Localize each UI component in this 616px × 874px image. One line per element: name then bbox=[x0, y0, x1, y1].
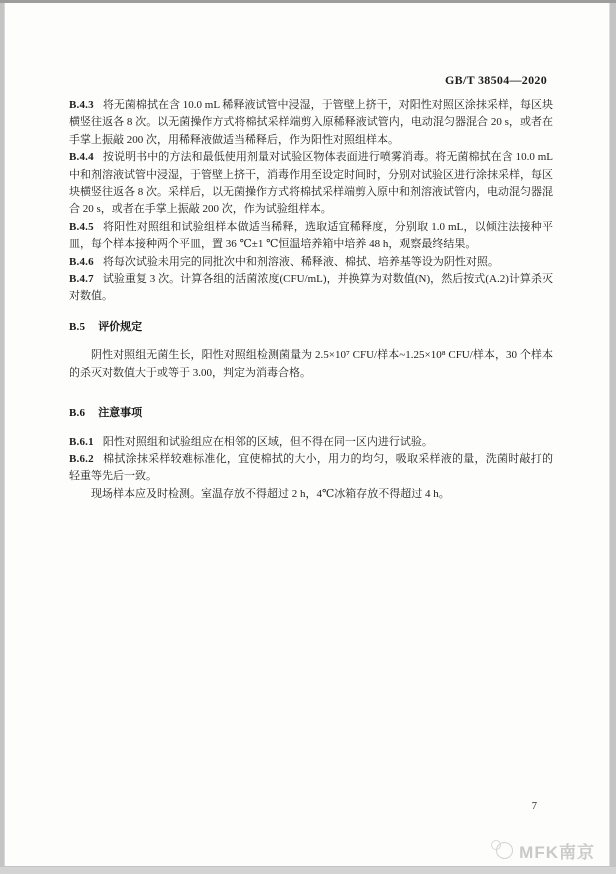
clause-number: B.4.3 bbox=[69, 99, 94, 111]
paragraph-evaluation: 阴性对照组无菌生长，阳性对照组检测菌量为 2.5×10⁷ CFU/样本~1.25×10⁸ CFU/样本，30 个样本的杀灭对数值大于或等于 3.00，判定为消毒合格。 bbox=[69, 349, 553, 379]
clause-b6-2 bbox=[69, 451, 553, 486]
watermark-text: MFK南京 bbox=[519, 843, 595, 862]
clause-text: 将每次试验未用完的同批次中和剂溶液、稀释液、棉拭、培养基等设为阴性对照。 bbox=[102, 255, 499, 268]
watermark-logo-icon bbox=[491, 840, 513, 862]
page-number: 7 bbox=[531, 801, 537, 812]
clause-b6-1 bbox=[69, 434, 553, 451]
clause-text: 将无菌棉拭在含 10.0 mL 稀释液试管中浸湿，于管壁上挤干，对阳性对照区涂抹采样，每区块横竖往返各 8 次。以无菌操作方式将棉拭采样端剪入原稀释液试管内，电动混匀器混合 20 s，或者在手掌上振敲 200 次，用稀释液做适当稀释后，作为阳性对照组样本。 bbox=[69, 99, 553, 146]
clause-b4-7 bbox=[69, 271, 553, 306]
heading-title: 评价规定 bbox=[98, 320, 143, 333]
document-body bbox=[69, 97, 553, 503]
clause-number: B.6.1 bbox=[69, 435, 94, 448]
clause-b4-6 bbox=[69, 254, 553, 271]
clause-b4-4 bbox=[69, 149, 553, 219]
clause-text: 将阳性对照组和试验组样本做适当稀释，选取适宜稀释度，分别取 1.0 mL，以倾注法接种平皿，每个样本接种两个平皿，置 36 ℃±1 ℃恒温培养箱中培养 48 h，观察最终结果。 bbox=[69, 220, 553, 251]
clause-text: 按说明书中的方法和最低使用剂量对试验区物体表面进行喷雾消毒。将无菌棉拭在含 10.0 mL 中和剂溶液试管中浸湿，于管壁上挤干，消毒作用至设定时间时，分别对试验区进行涂抹采样，每区块横竖往返各 8 次。采样后，以无菌操作方式将棉拭采样端剪入原中和剂溶液试管内，电动混匀器混合 20 s，或者在手掌上振敲 200 次，作为试验组样本。 bbox=[69, 151, 553, 216]
clause-b4-3 bbox=[69, 97, 553, 149]
watermark bbox=[491, 838, 595, 863]
clause-number: B.4.4 bbox=[69, 151, 94, 164]
clause-number: B.4.5 bbox=[69, 220, 94, 233]
section-heading-b5 bbox=[69, 319, 553, 336]
heading-number: B.6 bbox=[69, 407, 86, 420]
clause-number: B.6.2 bbox=[69, 452, 94, 465]
standard-number-header: GB/T 38504—2020 bbox=[445, 73, 547, 87]
clause-text: 棉拭涂抹采样较难标准化，宜使棉拭的大小，用力的均匀，吸取采样液的量，洗菌时敲打的轻重等先后一致。 bbox=[69, 452, 553, 483]
document-page bbox=[4, 3, 610, 866]
clause-text: 试验重复 3 次。计算各组的活菌浓度(CFU/mL)，并换算为对数值(N)，然后按式(A.2)计算杀灭对数值。 bbox=[69, 273, 553, 303]
clause-number: B.4.6 bbox=[69, 255, 94, 268]
clause-text: 阳性对照组和试验组应在相邻的区域，但不得在同一区内进行试验。 bbox=[102, 435, 433, 448]
heading-number: B.5 bbox=[69, 320, 86, 333]
scan-edge-shadow bbox=[0, 867, 616, 874]
paragraph-sample-note: 现场样本应及时检测。室温存放不得超过 2 h，4℃冰箱存放不得超过 4 h。 bbox=[91, 487, 450, 500]
clause-number: B.4.7 bbox=[69, 273, 94, 286]
section-heading-b6 bbox=[69, 405, 553, 422]
heading-title: 注意事项 bbox=[98, 407, 143, 420]
clause-b4-5 bbox=[69, 219, 553, 254]
